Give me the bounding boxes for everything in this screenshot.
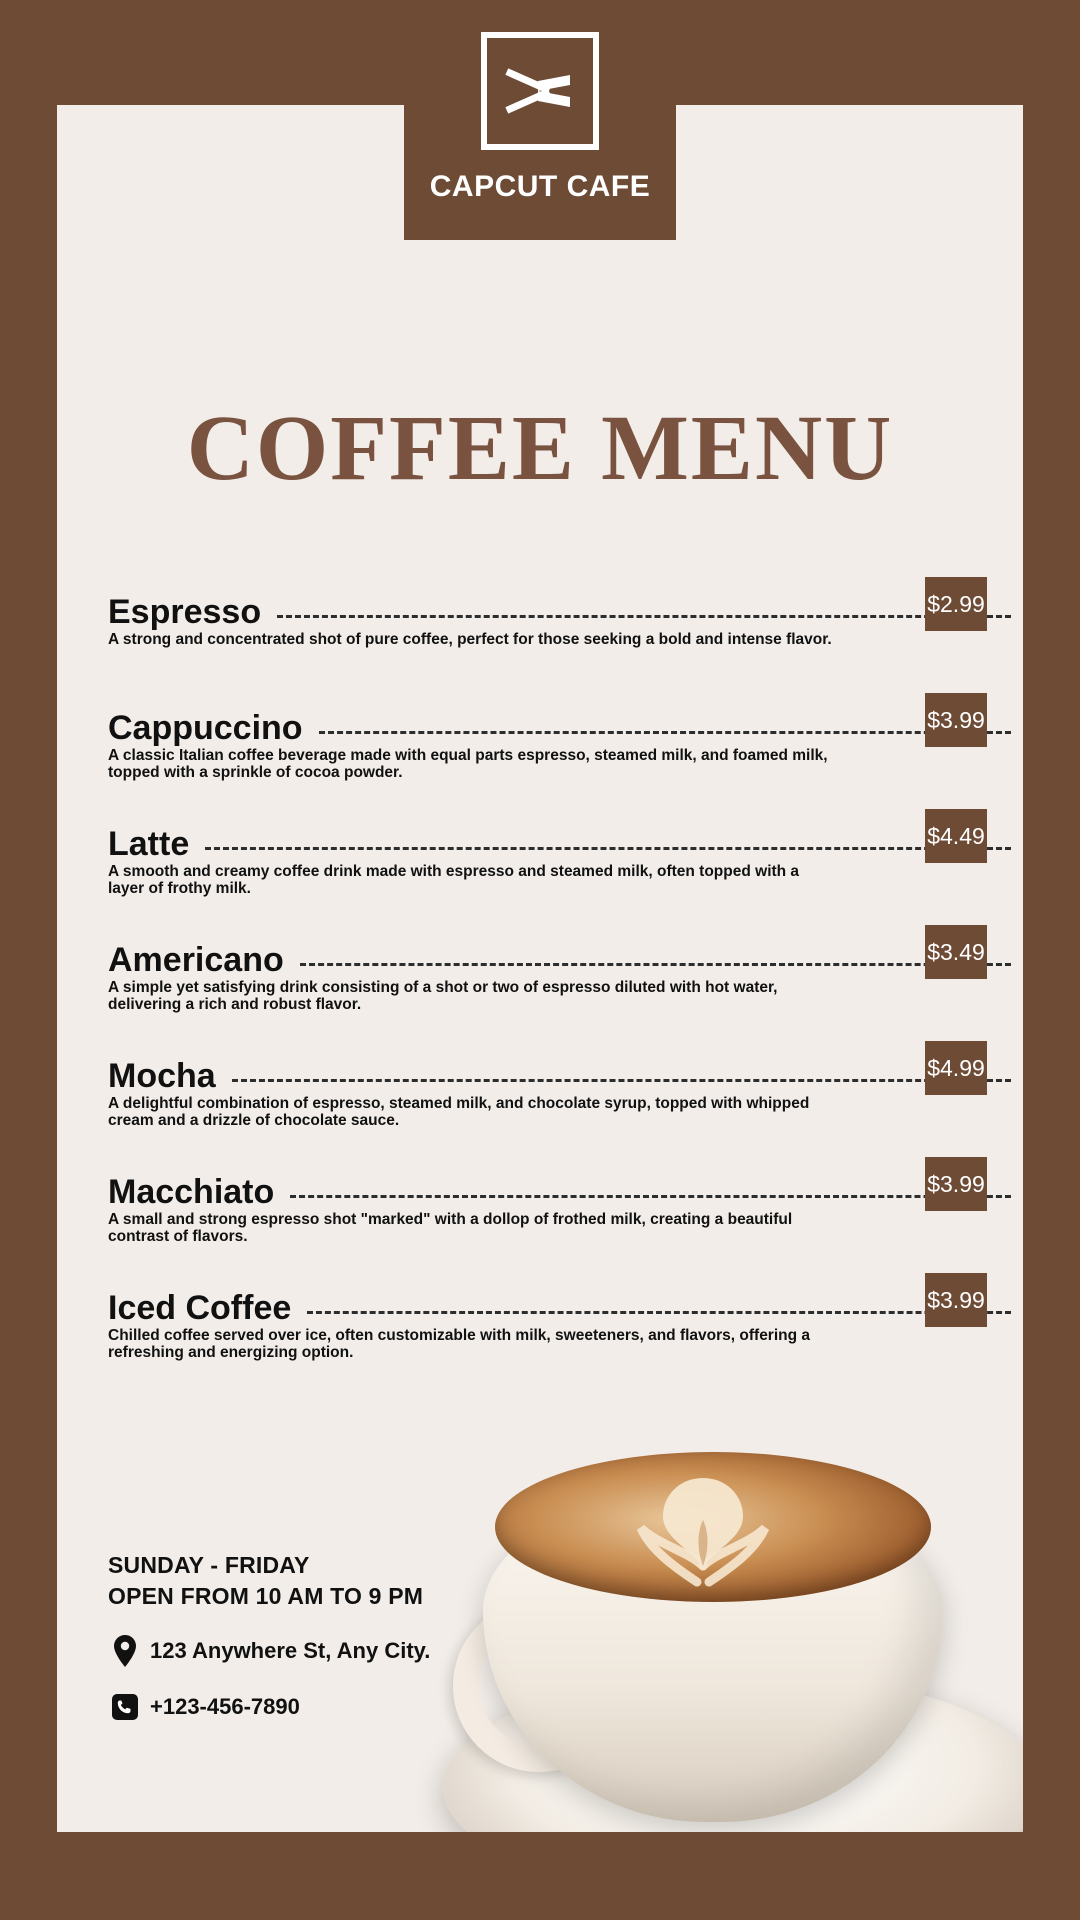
menu-items-list [57, 585, 1023, 1397]
opening-days: SUNDAY - FRIDAY [108, 1552, 310, 1578]
menu-item-description: A simple yet satisfying drink consisting of a shot or two of espresso diluted with hot water, delivering a rich and robust flavor. [108, 979, 778, 1013]
menu-item-description: A delightful combination of espresso, steamed milk, and chocolate syrup, topped with whipped cream and a drizzle of chocolate sauce. [108, 1095, 810, 1129]
brand-logo-band [404, 0, 676, 240]
coffee-crema-shape [495, 1452, 931, 1602]
menu-item [57, 1165, 1023, 1281]
phone-icon [108, 1690, 142, 1724]
menu-item-price: $3.49 [925, 925, 987, 979]
menu-item-description: A small and strong espresso shot "marked" with a dollop of frothed milk, creating a beautiful contrast of flavors. [108, 1211, 793, 1245]
menu-item-name: Macchiato [108, 1173, 275, 1211]
footer-info [108, 1550, 430, 1724]
menu-item-price: $4.49 [925, 809, 987, 863]
menu-item-description: A strong and concentrated shot of pure coffee, perfect for those seeking a bold and intense flavor. [108, 631, 832, 648]
dotted-leader [290, 1195, 1011, 1199]
phone-row [108, 1690, 430, 1724]
address-row [108, 1634, 430, 1668]
dotted-leader [307, 1311, 1011, 1315]
phone-text: +123-456-7890 [150, 1694, 300, 1719]
menu-item-name: Cappuccino [108, 709, 303, 747]
menu-item-row [57, 1049, 1023, 1095]
menu-item [57, 585, 1023, 701]
menu-item-price: $3.99 [925, 1273, 987, 1327]
menu-item-price: $3.99 [925, 1157, 987, 1211]
menu-item-price: $4.99 [925, 1041, 987, 1095]
menu-item [57, 817, 1023, 933]
menu-item-name: Americano [108, 941, 284, 979]
dotted-leader [277, 615, 1011, 619]
dotted-leader [232, 1079, 1011, 1083]
coffee-cup-image [443, 1422, 1023, 1832]
menu-item-description: Chilled coffee served over ice, often customizable with milk, sweeteners, and flavors, offering a refreshing and energizing option. [108, 1327, 811, 1361]
menu-item-row [57, 701, 1023, 747]
menu-item [57, 933, 1023, 1049]
menu-item-description: A classic Italian coffee beverage made with equal parts espresso, steamed milk, and foamed milk, topped with a sprinkle of cocoa powder. [108, 747, 828, 781]
address-text: 123 Anywhere St, Any City. [150, 1638, 431, 1663]
menu-item-price: $3.99 [925, 693, 987, 747]
cup-handle-shape [453, 1600, 625, 1772]
menu-item [57, 701, 1023, 817]
dotted-leader [300, 963, 1011, 967]
menu-item-row [57, 585, 1023, 631]
location-pin-icon [108, 1634, 142, 1668]
menu-item-description: A smooth and creamy coffee drink made with espresso and steamed milk, often topped with a layer of frothy milk. [108, 863, 800, 897]
page-title: COFFEE MENU [186, 397, 894, 500]
opening-hours: OPEN FROM 10 AM TO 9 PM [108, 1583, 424, 1609]
dotted-leader [205, 847, 1011, 851]
menu-item-row [57, 1165, 1023, 1211]
cup-shape [483, 1492, 943, 1822]
menu-item-row [57, 817, 1023, 863]
capcut-logo-icon [504, 67, 576, 115]
menu-item [57, 1049, 1023, 1165]
menu-item-row [57, 1281, 1023, 1327]
menu-item-row [57, 933, 1023, 979]
logo-frame [481, 32, 599, 150]
latte-art-shape [593, 1470, 813, 1590]
menu-item-name: Mocha [108, 1057, 216, 1095]
dotted-leader [319, 731, 1011, 735]
menu-item [57, 1281, 1023, 1397]
menu-item-name: Iced Coffee [108, 1289, 292, 1327]
menu-item-name: Latte [108, 825, 190, 863]
saucer-shape [443, 1672, 1023, 1832]
menu-panel [57, 105, 1023, 1832]
menu-item-name: Espresso [108, 593, 262, 631]
menu-item-price: $2.99 [925, 577, 987, 631]
brand-name: CAPCUT CAFE [429, 170, 651, 203]
